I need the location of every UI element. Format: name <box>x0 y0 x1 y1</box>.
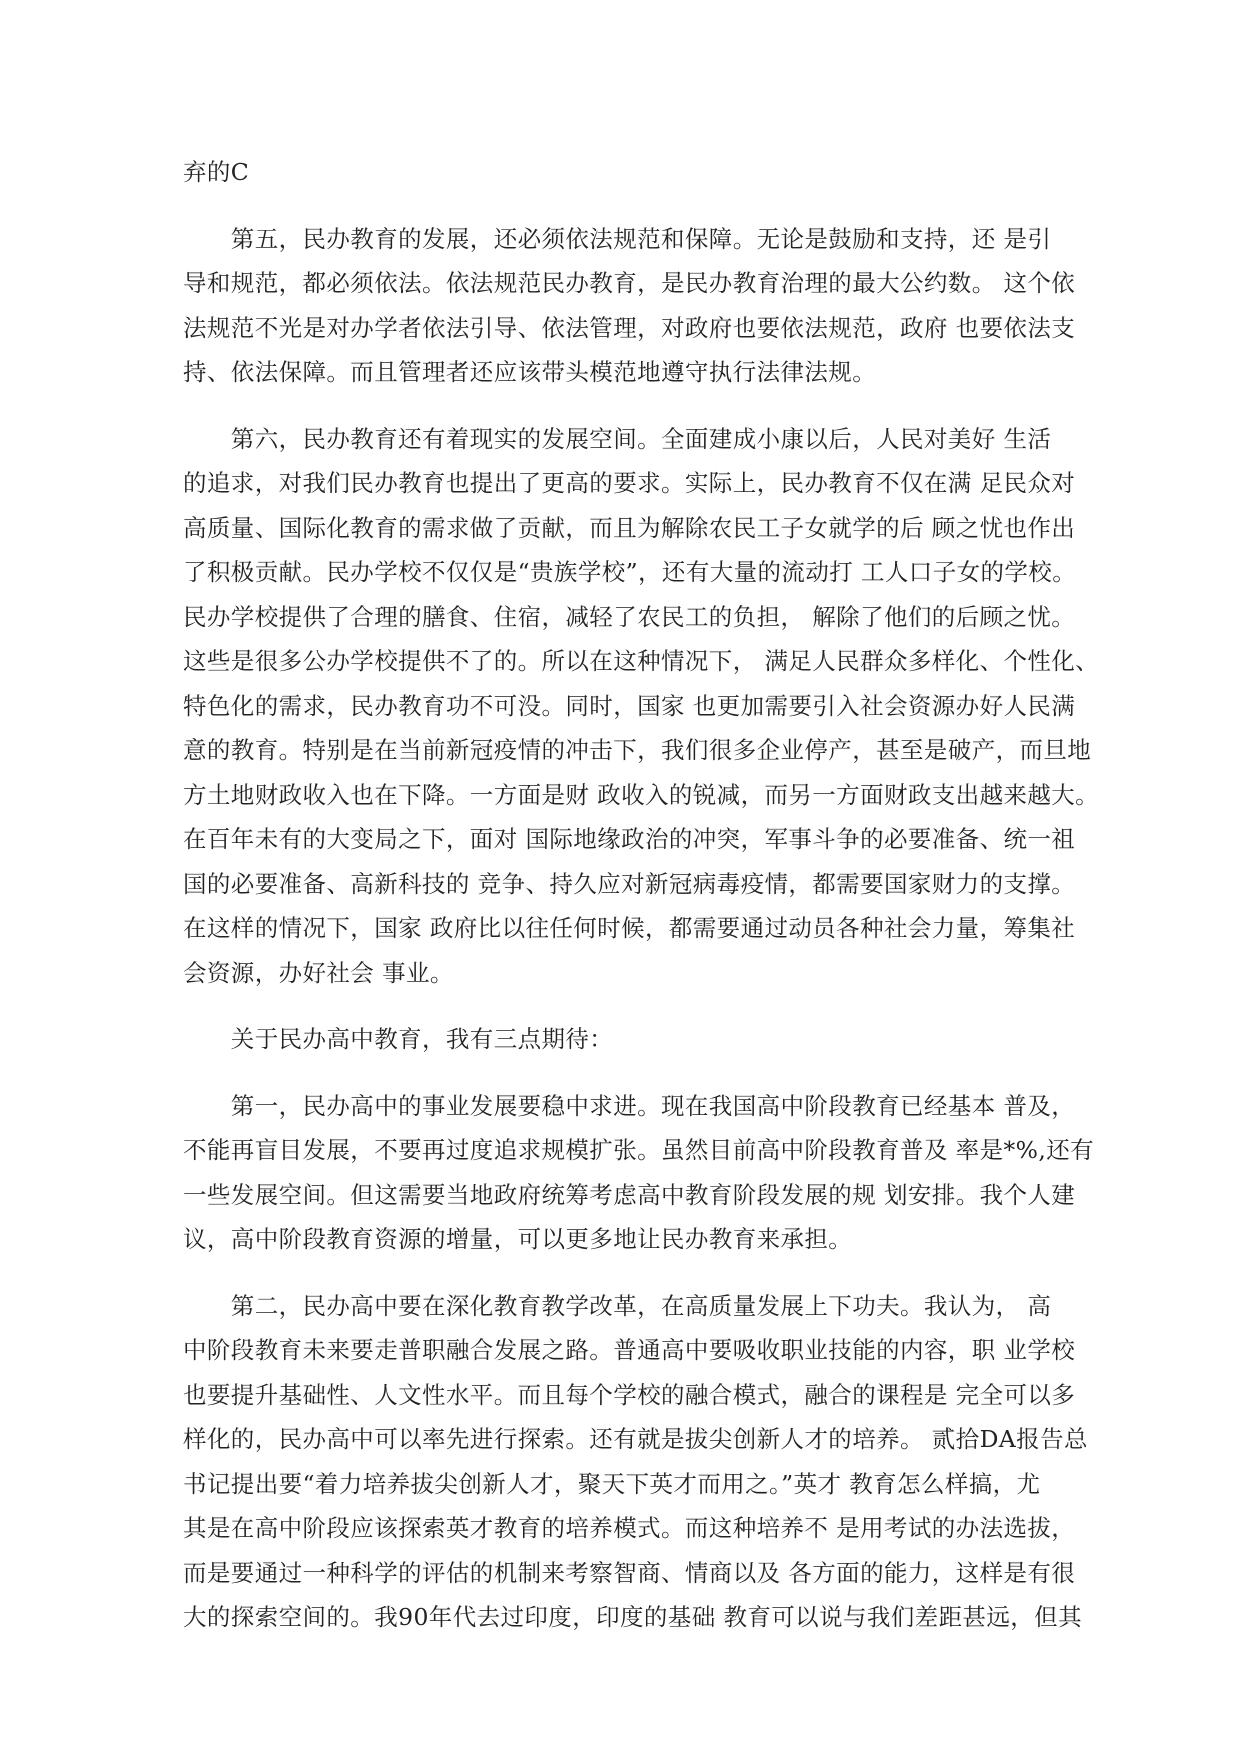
text-line: 第二，民办高中要在深化教育教学改革，在高质量发展上下功夫。我认为， 高 <box>183 1291 1052 1320</box>
text-line: 民办学校提供了合理的膳食、住宿，减轻了农民工的负担， 解除了他们的后顾之忧。 <box>183 602 1076 631</box>
text-line: 样化的，民办高中可以率先进行探索。还有就是拔尖创新人才的培养。 贰拾DA报告总 <box>183 1425 1088 1453</box>
text-line: 在百年未有的大变局之下，面对 国际地缘政治的冲突，军事斗争的必要准备、统一祖 <box>183 825 1076 853</box>
text-line: 了积极贡献。民办学校不仅仅是“贵族学校”，还有大量的流动打 工人口子女的学校。 <box>183 558 1077 586</box>
text-line: 在这样的情况下，国家 政府比以往任何时候，都需要通过动员各种社会力量，筹集社 <box>183 914 1076 942</box>
text-line: 书记提出要“着力培养拔尖创新人才，聚天下英才而用之。”英才 教育怎么样搞，尤 <box>183 1469 1041 1498</box>
text-line: 议，高中阶段教育资源的增量，可以更多地让民办教育来承担。 <box>183 1225 853 1253</box>
paragraph-gap <box>183 1062 1078 1084</box>
text-line: 其是在高中阶段应该探索英才教育的培养模式。而这种培养不 是用考试的办法选拔， <box>183 1514 1076 1542</box>
paragraph-continuation <box>183 150 1078 195</box>
text-line: 中阶段教育未来要走普职融合发展之路。普通高中要吸收职业技能的内容，职 业学校 <box>183 1336 1076 1364</box>
paragraph-gap <box>183 995 1078 1017</box>
text-line: 不能再盲目发展，不要再过度追求规模扩张。虽然目前高中阶段教育普及 率是*%,还有 <box>183 1136 1095 1164</box>
text-line: 一些发展空间。但这需要当地政府统筹考虑高中教育阶段发展的规 划安排。我个人建 <box>183 1180 1076 1209</box>
text-line: 会资源，办好社会 事业。 <box>183 958 454 987</box>
text-line: 国的必要准备、高新科技的 竞争、持久应对新冠病毒疫情，都需要国家财力的支撑。 <box>183 869 1076 898</box>
text-line: 的追求，对我们民办教育也提出了更高的要求。实际上，民办教育不仅在满 足民众对 <box>183 469 1076 497</box>
text-line: 高质量、国际化教育的需求做了贡献，而且为解除农民工子女就学的后 顾之忧也作出 <box>183 513 1076 542</box>
paragraph-expectations-intro <box>183 1017 1078 1062</box>
text-line: 方土地财政收入也在下降。一方面是财 政收入的锐减，而另一方面财政支出越来越大。 <box>183 780 1100 809</box>
paragraph-gap <box>183 195 1078 217</box>
paragraph-gap <box>183 395 1078 417</box>
text-line: 这些是很多公办学校提供不了的。所以在这种情况下， 满足人民群众多样化、个性化、 <box>183 647 1100 675</box>
text-line: 第五，民办教育的发展，还必须依法规范和保障。无论是鼓励和支持，还 是引 <box>183 224 1052 253</box>
text-line: 持、依法保障。而且管理者还应该带头模范地遵守执行法律法规。 <box>183 358 877 386</box>
paragraph-gap <box>183 1262 1078 1284</box>
text-line: 第一，民办高中的事业发展要稳中求进。现在我国高中阶段教育已经基本 普及， <box>183 1091 1076 1120</box>
paragraph-fifth <box>183 217 1078 395</box>
paragraph-sixth <box>183 417 1100 996</box>
text-line: 导和规范，都必须依法。依法规范民办教育，是民办教育治理的最大公约数。 这个依 <box>183 269 1076 297</box>
text-line: 特色化的需求，民办教育功不可没。同时，国家 也更加需要引入社会资源办好人民满 <box>183 691 1076 720</box>
text-line: 而是要通过一种科学的评估的机制来考察智商、情商以及 各方面的能力，这样是有很 <box>183 1558 1076 1587</box>
text-line: 意的教育。特别是在当前新冠疫情的冲击下，我们很多企业停产，甚至是破产，而旦地 <box>183 736 1092 764</box>
document-page <box>183 150 1100 1640</box>
paragraph-first-expectation <box>183 1084 1095 1262</box>
text-line: 第六，民办教育还有着现实的发展空间。全面建成小康以后，人民对美好 生活 <box>183 424 1052 453</box>
text-line: 弃的C <box>183 158 250 186</box>
text-line: 关于民办高中教育，我有三点期待： <box>183 1025 614 1053</box>
text-line: 法规范不光是对办学者依法引导、依法管理，对政府也要依法规范，政府 也要依法支 <box>183 313 1076 342</box>
paragraph-second-expectation <box>183 1284 1088 1640</box>
text-line: 大的探索空间的。我90年代去过印度，印度的基础 教育可以说与我们差距甚远，但其 <box>183 1603 1082 1631</box>
text-line: 也要提升基础性、人文性水平。而且每个学校的融合模式，融合的课程是 完全可以多 <box>183 1380 1076 1409</box>
